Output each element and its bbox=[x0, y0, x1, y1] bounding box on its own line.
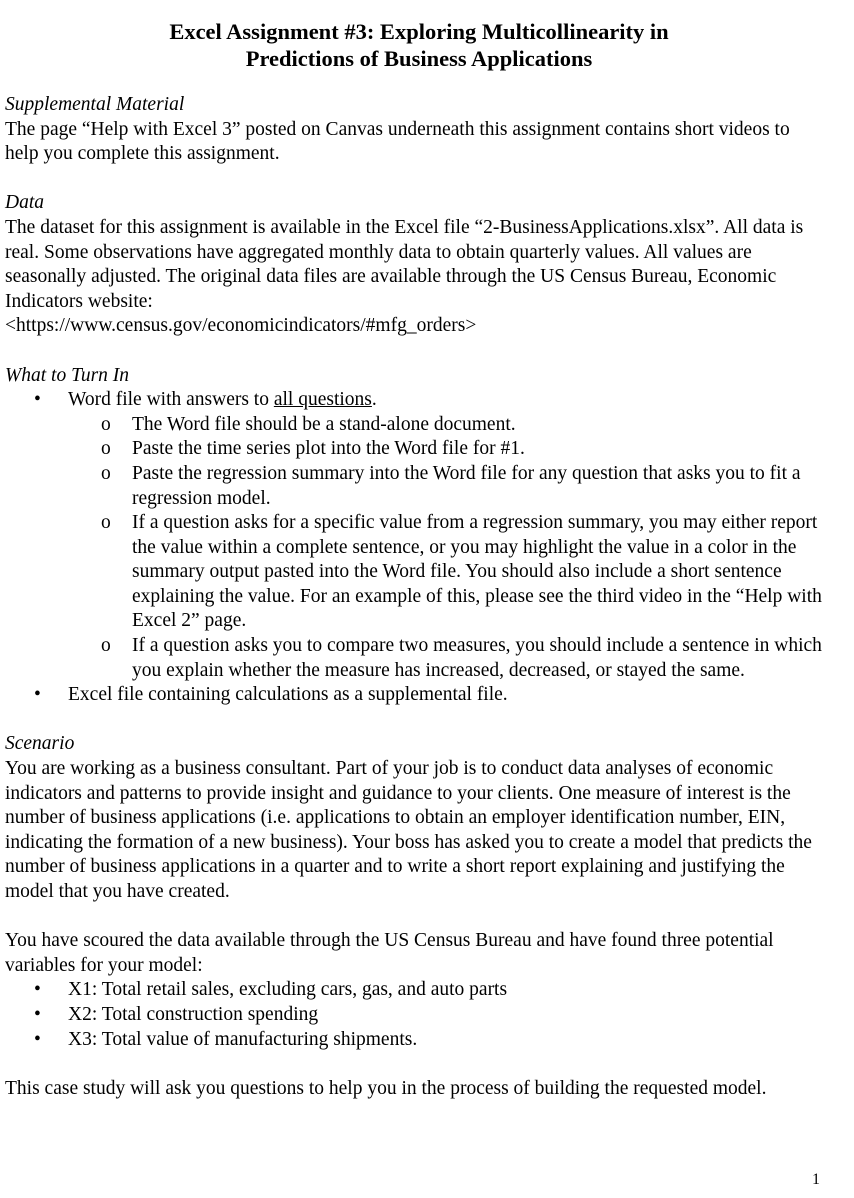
supplemental-text: The page “Help with Excel 3” posted on Canvas underneath this assignment contains short videos to help you complete this assignment. bbox=[5, 118, 790, 165]
circle-bullet-icon: o bbox=[101, 512, 111, 534]
scenario-paragraph: You are working as a business consultant. Part of your job is to conduct data analyses of economic indicators and patterns to provide insight and guidance to your clients. One measure of interest is the number of business applications (i.e. applications to obtain an employer identification number, EIN, indicating the formation of a new business). Your boss has asked you to create a model that predicts the number of business applications in a quarter and to write a short report explaining and justifying the model that you have created. bbox=[5, 758, 812, 902]
list-item bbox=[5, 388, 825, 683]
closing-paragraph: This case study will ask you questions to help you in the process of building the requested model. bbox=[5, 1077, 767, 1099]
data-text: The dataset for this assignment is available in the Excel file “2-BusinessApplications.xlsx”. All data is real. Some observations have aggregated monthly data to obtain quarterly values. All values are seasonally adjusted. The original data files are available through the US Census Bureau, Economic Indicators website: bbox=[5, 216, 804, 312]
bullet-icon: • bbox=[34, 979, 41, 1001]
closing-section bbox=[5, 1077, 825, 1102]
variable-text: X3: Total value of manufacturing shipments. bbox=[68, 1028, 418, 1050]
census-link[interactable]: <https://www.census.gov/economicindicators/#mfg_orders> bbox=[5, 315, 477, 337]
item-text: Excel file containing calculations as a supplemental file. bbox=[68, 684, 508, 706]
data-section bbox=[5, 191, 825, 339]
bullet-icon: • bbox=[34, 1003, 41, 1025]
item-text: Word file with answers to bbox=[68, 389, 274, 411]
variables-list bbox=[5, 978, 825, 1052]
title-line-1: Excel Assignment #3: Exploring Multicollinearity in bbox=[169, 19, 669, 44]
sub-list-item bbox=[68, 634, 825, 683]
sub-item-text: Paste the regression summary into the Word file for any question that asks you to fit a regression model. bbox=[132, 462, 801, 509]
circle-bullet-icon: o bbox=[101, 462, 111, 484]
circle-bullet-icon: o bbox=[101, 438, 111, 460]
turn-in-sublist bbox=[68, 413, 825, 684]
document-title bbox=[5, 18, 825, 72]
variable-text: X2: Total construction spending bbox=[68, 1003, 319, 1025]
list-item bbox=[5, 1028, 825, 1053]
turn-in-heading: What to Turn In bbox=[5, 364, 130, 386]
sub-list-item bbox=[68, 437, 825, 462]
sub-list-item bbox=[68, 462, 825, 511]
sub-item-text: Paste the time series plot into the Word file for #1. bbox=[132, 438, 525, 460]
document-page bbox=[5, 18, 825, 1101]
turn-in-section bbox=[5, 364, 825, 708]
list-item bbox=[5, 683, 825, 708]
sub-item-text: If a question asks for a specific value from a regression summary, you may either report the value within a complete sentence, or you may highlight the value in a color in the summary output pasted into the Word file. You should also include a short sentence explaining the value. For an example of this, please see the third video in the “Help with Excel 2” page. bbox=[132, 512, 822, 632]
bullet-icon: • bbox=[34, 389, 41, 411]
variable-text: X1: Total retail sales, excluding cars, gas, and auto parts bbox=[68, 979, 508, 1001]
supplemental-heading: Supplemental Material bbox=[5, 94, 185, 115]
bullet-icon: • bbox=[34, 1028, 41, 1050]
underlined-text: all questions bbox=[273, 389, 372, 411]
circle-bullet-icon: o bbox=[101, 413, 111, 435]
page-number: 1 bbox=[812, 1171, 820, 1188]
data-heading: Data bbox=[5, 192, 44, 214]
sub-item-text: The Word file should be a stand-alone document. bbox=[132, 413, 516, 435]
scenario-heading: Scenario bbox=[5, 733, 75, 755]
list-item bbox=[5, 1003, 825, 1028]
item-text: . bbox=[371, 389, 377, 411]
title-line-2: Predictions of Business Applications bbox=[245, 46, 593, 71]
variables-intro: You have scoured the data available through the US Census Bureau and have found three potential variables for your model: bbox=[5, 930, 774, 976]
variables-section bbox=[5, 929, 825, 1052]
supplemental-section bbox=[5, 93, 825, 167]
sub-item-text: If a question asks you to compare two measures, you should include a sentence in which you explain whether the measure has increased, decreased, or stayed the same. bbox=[132, 635, 822, 681]
list-item bbox=[5, 978, 825, 1003]
turn-in-list bbox=[5, 388, 825, 708]
sub-list-item bbox=[68, 511, 825, 634]
bullet-icon: • bbox=[34, 684, 41, 706]
circle-bullet-icon: o bbox=[101, 635, 111, 657]
scenario-section bbox=[5, 732, 825, 904]
sub-list-item bbox=[68, 413, 825, 438]
